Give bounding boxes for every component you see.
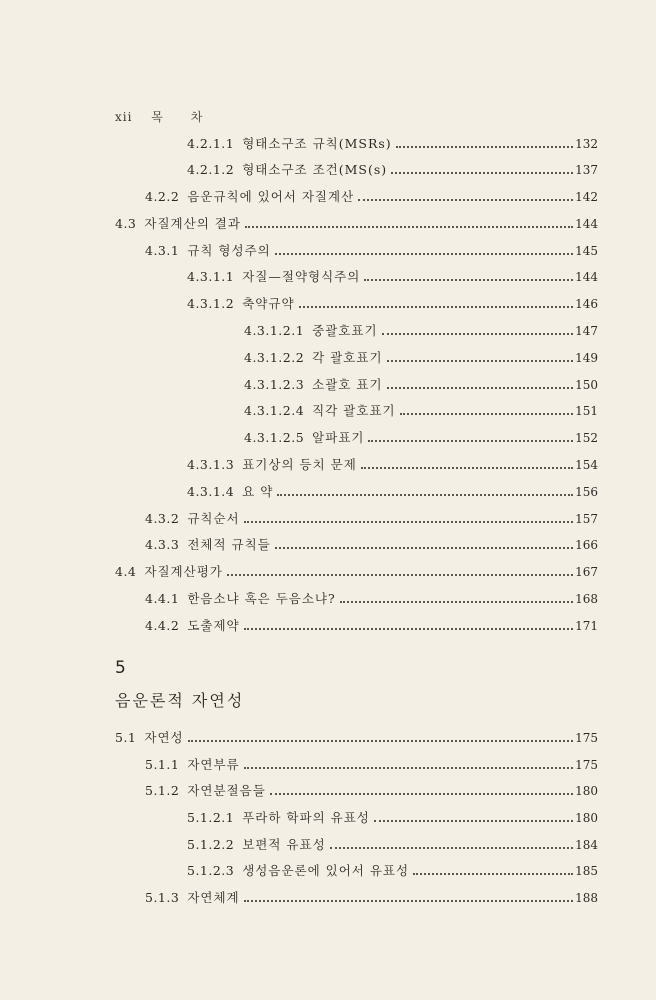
toc-entry-title: 형태소구조 규칙(MSRs) [242, 136, 392, 151]
toc-entry [187, 160, 598, 180]
toc-entry [244, 321, 598, 341]
running-head [115, 108, 214, 125]
toc-entry-page: 156 [575, 485, 598, 499]
toc-entry-number: 4.3.2 [145, 511, 180, 526]
toc-entry-number: 4.3.1.4 [187, 484, 235, 499]
toc-entry [187, 455, 598, 475]
dot-leader [368, 440, 573, 442]
toc-entry-title: 자질계산평가 [144, 564, 223, 579]
toc-entry [187, 134, 598, 154]
toc-entry-title: 보편적 유표성 [242, 837, 326, 852]
toc-entry [187, 482, 598, 502]
toc-entry-title: 한음소냐 혹은 두음소냐? [187, 591, 336, 606]
toc-entry [145, 241, 598, 261]
toc-entry-page: 166 [575, 538, 598, 552]
toc-entry [244, 375, 598, 395]
dot-leader [277, 494, 573, 496]
dot-leader [387, 387, 574, 389]
toc-entry [145, 187, 598, 207]
toc-entry-number: 4.3.1.2.5 [244, 430, 305, 445]
toc-entry-page: 184 [575, 838, 598, 852]
toc-entry-page: 145 [575, 244, 598, 258]
toc-entry-page: 152 [575, 431, 598, 445]
toc-entry-number: 4.2.1.1 [187, 136, 235, 151]
toc-entry-number: 4.3.1.1 [187, 269, 235, 284]
toc-entry-number: 4.2.2 [145, 189, 180, 204]
toc-entry-page: 137 [575, 163, 598, 177]
toc-entry-number: 4.4 [115, 564, 137, 579]
chapter-title: 음운론적 자연성 [115, 691, 245, 710]
toc-entry-title: 자연성 [144, 730, 184, 745]
dot-leader [361, 467, 573, 469]
toc-entry-title: 축약규약 [242, 296, 295, 311]
toc-entry [187, 294, 598, 314]
page-folio: xii [115, 110, 133, 124]
dot-leader [245, 226, 573, 228]
dot-leader [364, 279, 573, 281]
toc-entry [115, 214, 598, 234]
dot-leader [413, 873, 573, 875]
toc-entry-number: 4.3 [115, 216, 137, 231]
toc-entry-title: 자연분절음들 [187, 783, 266, 798]
dot-leader [299, 306, 574, 308]
toc-entry [145, 888, 598, 908]
toc-entry-number: 4.4.1 [145, 591, 180, 606]
toc-entry-page: 175 [575, 731, 598, 745]
toc-entry-page: 168 [575, 592, 598, 606]
toc-entry [145, 509, 598, 529]
toc-entry-page: 180 [575, 784, 598, 798]
toc-entry-page: 180 [575, 811, 598, 825]
dot-leader [275, 547, 573, 549]
toc-entry-title: 형태소구조 조건(MS(s) [242, 162, 388, 177]
dot-leader [244, 521, 573, 523]
toc-entry-number: 5.1 [115, 730, 137, 745]
dot-leader [330, 847, 573, 849]
toc-entry-number: 4.3.1.2.2 [244, 350, 305, 365]
toc-entry-number: 5.1.2.1 [187, 810, 235, 825]
toc-entry [187, 267, 598, 287]
dot-leader [382, 333, 574, 335]
toc-entry-page: 144 [575, 270, 598, 284]
dot-leader [396, 146, 573, 148]
toc-entry [187, 808, 598, 828]
dot-leader [391, 172, 573, 174]
toc-entry [145, 535, 598, 555]
toc-entry-page: 175 [575, 758, 598, 772]
toc-entry [145, 781, 598, 801]
toc-entry [145, 616, 598, 636]
toc-entry [187, 835, 598, 855]
dot-leader [340, 601, 573, 603]
toc-entry [115, 562, 598, 582]
toc-entry-title: 자질—절약형식주의 [242, 269, 361, 284]
toc-entry-title: 도출제약 [187, 618, 240, 633]
toc-entry-number: 4.3.3 [145, 537, 180, 552]
toc-entry-number: 5.1.2 [145, 783, 180, 798]
dot-leader [358, 199, 573, 201]
toc-entry-title: 소괄호 표기 [312, 377, 383, 392]
toc-entry-title: 표기상의 등치 문제 [242, 457, 357, 472]
toc-entry-page: 151 [575, 404, 598, 418]
toc-entry-page: 150 [575, 378, 598, 392]
toc-entry [244, 428, 598, 448]
dot-leader [244, 767, 573, 769]
toc-entry-title: 직각 괄호표기 [312, 403, 396, 418]
dot-leader [400, 413, 573, 415]
toc-entry [145, 755, 598, 775]
toc-entry-title: 알파표기 [312, 430, 365, 445]
dot-leader [270, 793, 573, 795]
toc-entry-number: 5.1.1 [145, 757, 180, 772]
toc-entry-number: 5.1.3 [145, 890, 180, 905]
toc-entry-page: 147 [575, 324, 598, 338]
toc-entry-title: 생성음운론에 있어서 유표성 [242, 863, 410, 878]
toc-entry [244, 348, 598, 368]
toc-entry-page: 142 [575, 190, 598, 204]
toc-entry-title: 자연부류 [187, 757, 240, 772]
chapter-number: 5 [115, 658, 126, 678]
toc-entry-page: 157 [575, 512, 598, 526]
toc-entry-number: 4.2.1.2 [187, 162, 235, 177]
dot-leader [244, 900, 573, 902]
toc-entry-title: 규칙순서 [187, 511, 240, 526]
dot-leader [387, 360, 574, 362]
toc-entry-page: 149 [575, 351, 598, 365]
dot-leader [227, 574, 573, 576]
toc-entry-number: 4.3.1.2 [187, 296, 235, 311]
toc-entry-title: 각 괄호표기 [312, 350, 383, 365]
running-head-title: 목 차 [151, 110, 215, 124]
toc-entry-title: 요 약 [242, 484, 274, 499]
toc-entry [115, 728, 598, 748]
toc-entry-number: 4.4.2 [145, 618, 180, 633]
toc-entry-page: 188 [575, 891, 598, 905]
dot-leader [275, 253, 573, 255]
toc-entry-title: 음운규칙에 있어서 자질계산 [187, 189, 355, 204]
toc-entry-page: 154 [575, 458, 598, 472]
toc-entry-number: 4.3.1.3 [187, 457, 235, 472]
toc-entry-page: 167 [575, 565, 598, 579]
toc-entry-title: 전체적 규칙들 [187, 537, 271, 552]
toc-entry-number: 5.1.2.3 [187, 863, 235, 878]
toc-entry-title: 중괄호표기 [312, 323, 378, 338]
toc-entry-number: 4.3.1.2.1 [244, 323, 305, 338]
toc-entry-title: 자질계산의 결과 [144, 216, 241, 231]
toc-entry-number: 5.1.2.2 [187, 837, 235, 852]
toc-entry-number: 4.3.1.2.3 [244, 377, 305, 392]
toc-entry-title: 푸라하 학파의 유표성 [242, 810, 370, 825]
toc-entry-page: 146 [575, 297, 598, 311]
toc-entry-number: 4.3.1.2.4 [244, 403, 305, 418]
toc-entry-title: 자연체계 [187, 890, 240, 905]
toc-entry [187, 861, 598, 881]
toc-entry [244, 401, 598, 421]
toc-entry-page: 144 [575, 217, 598, 231]
toc-entry-page: 185 [575, 864, 598, 878]
toc-entry-number: 4.3.1 [145, 243, 180, 258]
toc-entry-page: 171 [575, 619, 598, 633]
dot-leader [374, 820, 573, 822]
toc-entry-title: 규칙 형성주의 [187, 243, 271, 258]
toc-entry-page: 132 [575, 137, 598, 151]
dot-leader [188, 740, 573, 742]
toc-entry [145, 589, 598, 609]
dot-leader [244, 628, 573, 630]
